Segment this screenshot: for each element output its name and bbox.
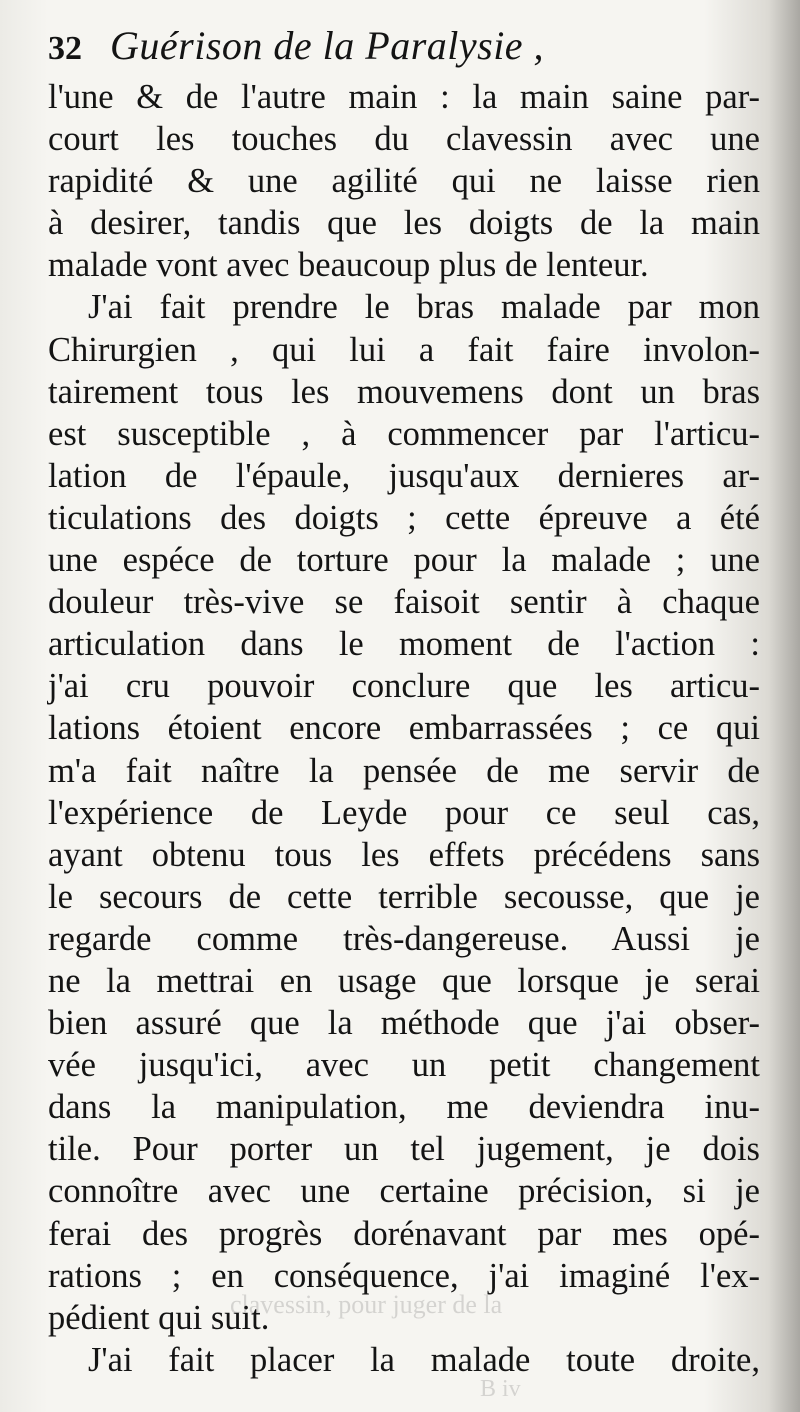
text-line: articulation dans le moment de l'action :	[48, 625, 760, 664]
text-line: m'a fait naître la pensée de me servir de	[48, 751, 760, 790]
text-line: lations étoient encore embarrassées ; ce qui	[48, 709, 760, 748]
show-through-signature: B iv	[480, 1376, 521, 1402]
text-line: le secours de cette terrible secousse, que je	[48, 877, 760, 916]
text-line: tairement tous les mouvemens dont un bras	[48, 372, 760, 411]
text-line: l'expérience de Leyde pour ce seul cas,	[48, 793, 760, 832]
show-through-text: clavessin, pour juger de la	[230, 1290, 503, 1319]
text-line: ayant obtenu tous les effets précédens sans	[48, 835, 760, 874]
text-line: court les touches du clavessin avec une	[48, 120, 760, 159]
text-line: bien assuré que la méthode que j'ai obser-	[48, 1004, 760, 1043]
text-line: regarde comme très-dangereuse. Aussi je	[48, 919, 760, 958]
text-line: rapidité & une agilité qui ne laisse rien	[48, 162, 760, 201]
text-line: lation de l'épaule, jusqu'aux dernieres ar-	[48, 456, 760, 495]
running-head	[48, 22, 544, 82]
text-line: Chirurgien , qui lui a fait faire involon-	[48, 330, 760, 369]
text-line: ticulations des doigts ; cette épreuve a été	[48, 498, 760, 537]
text-line: ferai des progrès dorénavant par mes opé-	[48, 1214, 760, 1253]
text-line: vée jusqu'ici, avec un petit changement	[48, 1046, 760, 1085]
text-line: connoître avec une certaine précision, si je	[48, 1172, 760, 1211]
page-number: 32	[48, 30, 82, 67]
text-line: pédient qui suit.	[48, 1298, 270, 1337]
body-text	[48, 76, 760, 1381]
text-line: est susceptible , à commencer par l'articu-	[48, 414, 760, 453]
text-line: j'ai cru pouvoir conclure que les articu-	[48, 667, 760, 706]
text-line: l'une & de l'autre main : la main saine par-	[48, 78, 760, 116]
text-line: rations ; en conséquence, j'ai imaginé l'ex-	[48, 1256, 760, 1295]
text-line: une espéce de torture pour la malade ; une	[48, 541, 760, 580]
text-line: à desirer, tandis que les doigts de la main	[48, 204, 760, 243]
running-title: Guérison de la Paralysie ,	[110, 23, 545, 68]
text-line: J'ai fait prendre le bras malade par mon	[88, 288, 760, 327]
text-line: douleur très-vive se faisoit sentir à chaque	[48, 583, 760, 622]
text-line: tile. Pour porter un tel jugement, je dois	[48, 1130, 760, 1169]
text-line: J'ai fait placer la malade toute droite,	[88, 1340, 760, 1379]
text-line: ne la mettrai en usage que lorsque je serai	[48, 961, 760, 1000]
text-line: malade vont avec beaucoup plus de lenteur.	[48, 246, 649, 285]
text-line: dans la manipulation, me deviendra inu-	[48, 1088, 760, 1127]
